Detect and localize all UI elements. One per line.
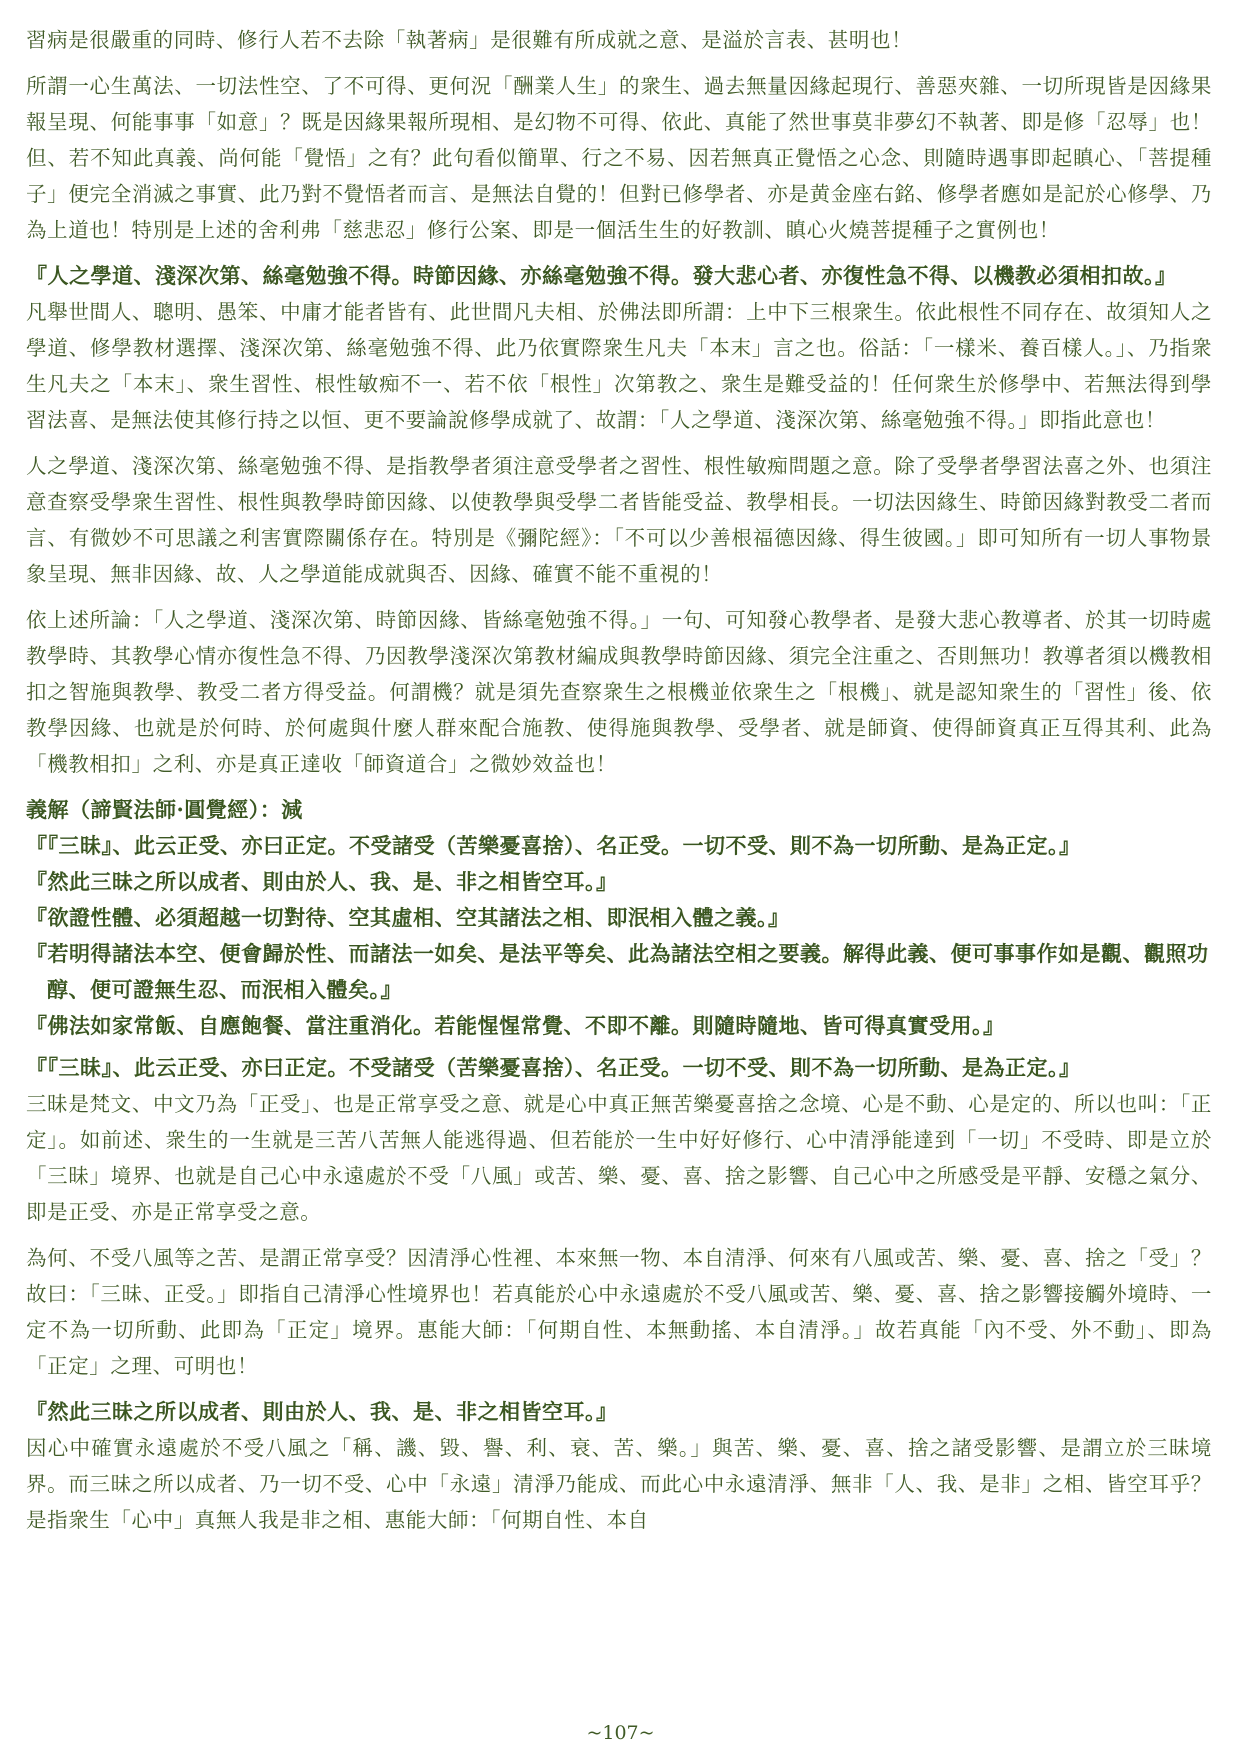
paragraph-3: 凡舉世間人、聰明、愚笨、中庸才能者皆有、此世間凡夫相、於佛法即所謂：上中下三根衆生。依此根性不同存在、故須知人之學道、修學教材選擇、淺深次第、絲毫勉強不得、此乃依實際衆生凡夫「本末」言之也。俗話：「一樣米、養百樣人。」、乃指衆生凡夫之「本末」、衆生習性、根性敏痴不一、若不依「根性」次第教之、衆生是難受益的！任何衆生於修學中、若無法得到學習法喜、是無法使其修行持之以恒、更不要論說修學成就了、故謂：「人之學道、淺深次第、絲毫勉強不得。」即指此意也！ xyxy=(26,300,1212,432)
quote-8: 『然此三昧之所以成者、則由於人、我、是、非之相皆空耳。』 xyxy=(26,1399,618,1424)
page-number: ~107~ xyxy=(586,1722,655,1744)
paragraph-6: 三昧是梵文、中文乃為「正受」、也是正常享受之意、就是心中真正無苦樂憂喜捨之念境、心是不動、心是定的、所以也叫：「正定」。如前述、衆生的一生就是三苦八苦無人能逃得過、但若能於一生中好好修行、心中清淨能達到「一切」不受時、即是立於「三昧」境界、也就是自己心中永遠處於不受「八風」或苦、樂、憂、喜、捨之影響、自己心中之所感受是平靜、安穩之氣分、即是正受、亦是正常享受之意。 xyxy=(26,1092,1212,1224)
quote-2: 『『三昧』、此云正受、亦曰正定。不受諸受（苦樂憂喜捨）、名正受。一切不受、則不為一切所動、是為正定。』 xyxy=(26,833,1081,858)
quote-3: 『然此三昧之所以成者、則由於人、我、是、非之相皆空耳。』 xyxy=(26,869,618,894)
document-page xyxy=(26,22,1212,1538)
section-heading: 義解（諦賢法師·圓覺經）：減 xyxy=(26,797,303,822)
quote-6: 『佛法如家常飯、自應飽餐、當注重消化。若能惺惺常覺、不即不離。則隨時隨地、皆可得真實受用。』 xyxy=(26,1013,1005,1038)
paragraph-4: 人之學道、淺深次第、絲毫勉強不得、是指教學者須注意受學者之習性、根性敏痴問題之意。除了受學者學習法喜之外、也須注意查察受學衆生習性、根性與教學時節因緣、以使教學與受學二者皆能受益、教學相長。一切法因緣生、時節因緣對教受二者而言、有微妙不可思議之利害實際關係存在。特別是《彌陀經》：「不可以少善根福德因緣、得生彼國。」即可知所有一切人事物景象呈現、無非因緣、故、人之學道能成就與否、因緣、確實不能不重視的！ xyxy=(26,454,1212,586)
quote-7: 『『三昧』、此云正受、亦曰正定。不受諸受（苦樂憂喜捨）、名正受。一切不受、則不為一切所動、是為正定。』 xyxy=(26,1055,1081,1080)
paragraph-5: 依上述所論：「人之學道、淺深次第、時節因緣、皆絲毫勉強不得。」一句、可知發心教學者、是發大悲心教導者、於其一切時處教學時、其教學心情亦復性急不得、乃因教學淺深次第教材編成與教學時節因緣、須完全注重之、否則無功！教導者須以機教相扣之智施與教學、教受二者方得受益。何謂機？就是須先查察衆生之根機並依衆生之「根機」、就是認知衆生的「習性」後、依教學因緣、也就是於何時、於何處與什麼人群來配合施教、使得施與教學、受學者、就是師資、使得師資真正互得其利、此為「機教相扣」之利、亦是真正達收「師資道合」之微妙效益也！ xyxy=(26,608,1212,776)
paragraph-2: 所謂一心生萬法、一切法性空、了不可得、更何況「酬業人生」的衆生、過去無量因緣起現行、善惡夾雜、一切所現皆是因緣果報呈現、何能事事「如意」？既是因緣果報所現相、是幻物不可得、依此、真能了然世事莫非夢幻不執著、即是修「忍辱」也！但、若不知此真義、尚何能「覺悟」之有？此句看似簡單、行之不易、因若無真正覺悟之心念、則隨時遇事即起瞋心、「菩提種子」便完全消滅之事實、此乃對不覺悟者而言、是無法自覺的！但對已修學者、亦是黄金座右銘、修學者應如是記於心修學、乃為上道也！特別是上述的舍利弗「慈悲忍」修行公案、即是一個活生生的好教訓、瞋心火燒菩提種子之實例也！ xyxy=(26,74,1212,242)
quote-1: 『人之學道、淺深次第、絲毫勉強不得。時節因緣、亦絲毫勉強不得。發大悲心者、亦復性急不得、以機教必須相扣故。』 xyxy=(26,263,1177,288)
paragraph-7: 為何、不受八風等之苦、是謂正常享受？因清淨心性裡、本來無一物、本自清淨、何來有八風或苦、樂、憂、喜、捨之「受」？故曰：「三昧、正受。」即指自己清淨心性境界也！若真能於心中永遠處於不受八風或苦、樂、憂、喜、捨之影響接觸外境時、一定不為一切所動、此即為「正定」境界。惠能大師：「何期自性、本無動搖、本自清淨。」故若真能「內不受、外不動」、即為「正定」之理、可明也！ xyxy=(26,1246,1212,1378)
quote-5: 『若明得諸法本空、便會歸於性、而諸法一如矣、是法平等矣、此為諸法空相之要義。解得此義、便可事事作如是觀、觀照功醇、便可證無生忍、而泯相入體矣。』 xyxy=(26,941,1209,1002)
paragraph-1: 習病是很嚴重的同時、修行人若不去除「執著病」是很難有所成就之意、是溢於言表、甚明也！ xyxy=(26,28,913,52)
quote-4: 『欲證性體、必須超越一切對待、空其虛相、空其諸法之相、即泯相入體之義。』 xyxy=(26,905,790,930)
paragraph-8: 因心中確實永遠處於不受八風之「稱、譏、毀、譽、利、衰、苦、樂。」與苦、樂、憂、喜、捨之諸受影響、是謂立於三昧境界。而三昧之所以成者、乃一切不受、心中「永遠」清淨乃能成、而此心中永遠清淨、無非「人、我、是非」之相、皆空耳乎？是指衆生「心中」真無人我是非之相、惠能大師：「何期自性、本自 xyxy=(26,1436,1212,1532)
